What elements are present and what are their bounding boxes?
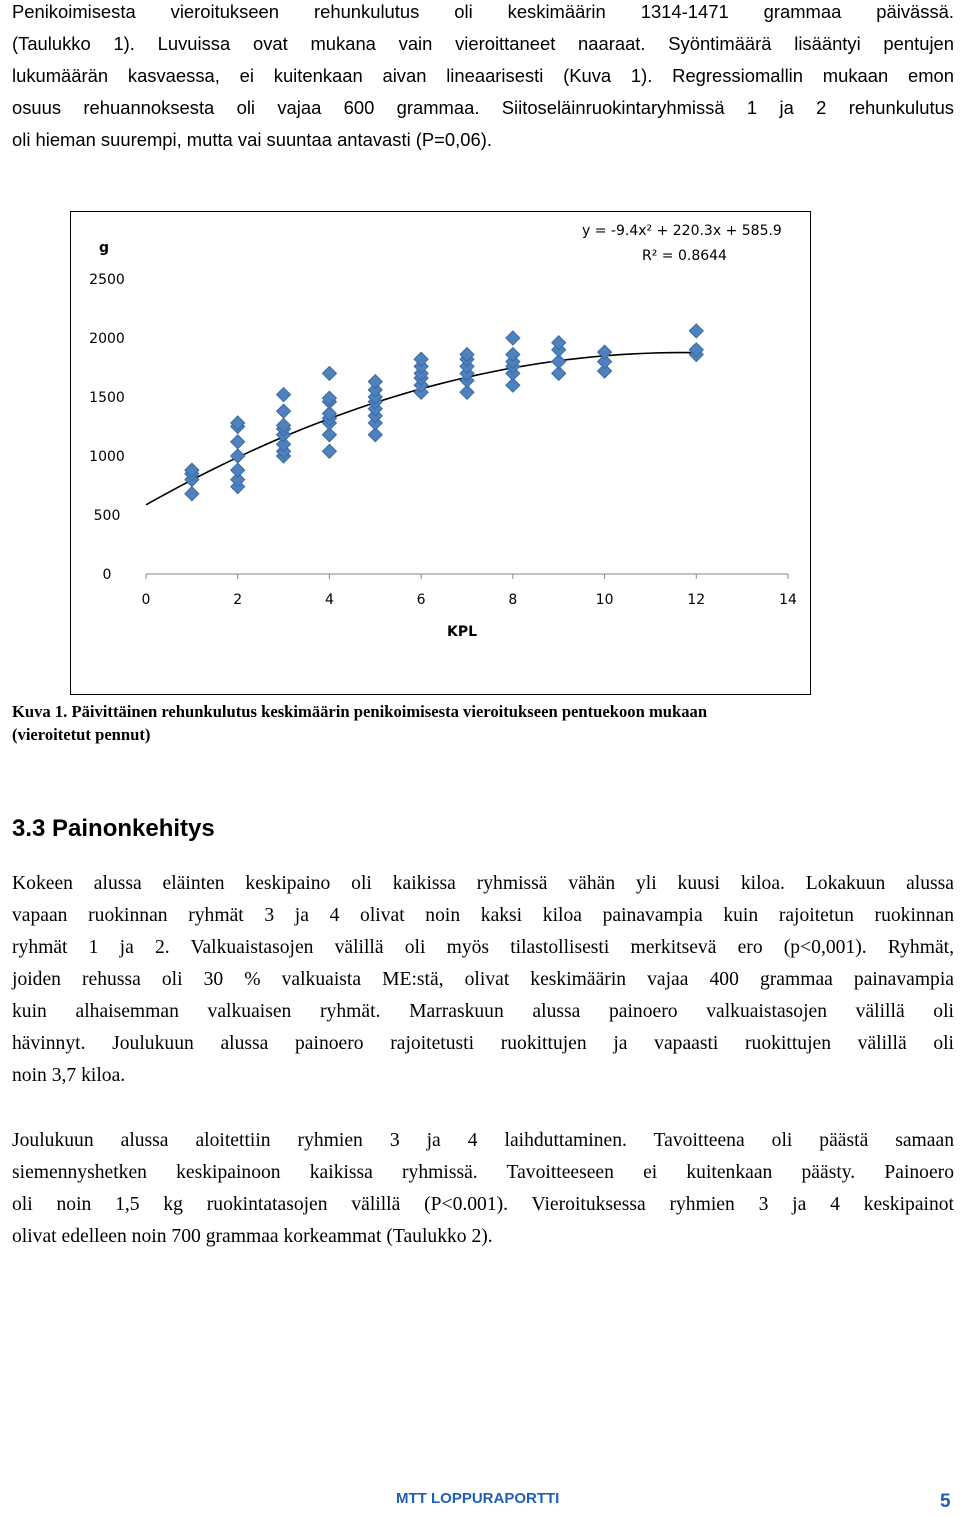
data-point [231,435,245,449]
figure-caption-line: Kuva 1. Päivittäinen rehunkulutus keskimäärin penikoimisesta vieroitukseen pentuekoon mukaan [12,702,708,721]
data-point [689,324,703,338]
data-point [185,487,199,501]
data-point [231,463,245,477]
x-tick-label: 12 [687,592,706,608]
x-tick-label: 6 [416,592,426,608]
intro-line: oli hieman suurempi, mutta vai suuntaa antavasti (P=0,06). [12,129,492,150]
intro-line: Penikoimisesta vieroitukseen rehunkulutus oli keskimäärin 1314-1471 grammaa päivässä. [12,1,954,22]
data-point [322,444,336,458]
weight-line: ryhmät 1 ja 2. Valkuaistasojen välillä oli myös tilastollisesti merkitsevä ero (p<0,001). Ryhmät, [12,937,954,958]
data-point [277,388,291,402]
data-point [277,404,291,418]
feed-consumption-chart [70,211,811,695]
y-tick-label: 1000 [89,449,125,465]
page-number: 5 [940,1491,951,1512]
x-tick-label: 4 [324,592,334,608]
weight-line: Kokeen alussa eläinten keskipaino oli kaikissa ryhmissä vähän yli kuusi kiloa. Lokakuun alussa [12,873,954,894]
section-heading: 3.3 Painonkehitys [12,815,215,842]
intro-paragraph [12,0,954,156]
y-tick-label: 1500 [89,390,125,406]
y-tick-label: 500 [93,508,121,524]
scatter-plot [71,212,812,696]
weight-line: noin 3,7 kiloa. [12,1065,126,1086]
figure-caption [12,700,932,746]
y-tick-label: 0 [102,567,112,583]
data-point [322,366,336,380]
x-tick-label: 10 [595,592,614,608]
data-point [368,375,382,389]
weight-line: hävinnyt. Joulukuun alussa painoero rajoitetusti ruokittujen ja vapaasti ruokittujen välillä oli [12,1033,954,1054]
weight-line: joiden rehussa oli 30 % valkuaista ME:stä, olivat keskimäärin vajaa 400 grammaa painavampia [12,969,954,990]
x-tick-label: 14 [779,592,797,608]
x-tick-label: 0 [141,592,151,608]
y-tick-label: 2000 [89,331,125,347]
intro-line: osuus rehuannoksesta oli vajaa 600 grammaa. Siitoseläinruokintaryhmissä 1 ja 2 rehunkulutus [12,97,954,118]
y-axis-title: g [98,240,110,256]
slimming-line: olivat edelleen noin 700 grammaa korkeammat (Taulukko 2). [12,1226,493,1247]
data-point [506,331,520,345]
slimming-line: siemennyshetken keskipainoon kaikissa ryhmissä. Tavoitteeseen ei kuitenkaan päästy. Painoero [12,1162,954,1183]
chart-labels [89,223,797,640]
x-tick-label: 2 [233,592,243,608]
slimming-paragraph [12,1125,954,1253]
weight-paragraph [12,868,954,1092]
r-squared-label: R² = 0.8644 [642,248,727,264]
trendline-equation: y = -9.4x² + 220.3x + 585.9 [582,223,782,239]
figure-caption-line: (vieroitetut pennut) [12,725,151,744]
chart-axes [146,574,788,579]
intro-line: (Taulukko 1). Luvuissa ovat mukana vain vieroittaneet naaraat. Syöntimäärä lisääntyi pentujen [12,33,954,54]
x-tick-label: 8 [508,592,518,608]
intro-line: lukumäärän kasvaessa, ei kuitenkaan aivan lineaarisesti (Kuva 1). Regressiomallin mukaan emon [12,65,954,86]
chart-points [185,324,703,501]
footer-report-name: MTT LOPPURAPORTTI [396,1490,560,1507]
slimming-line: Joulukuun alussa aloitettiin ryhmien 3 ja 4 laihduttaminen. Tavoitteena oli päästä samaan [12,1130,954,1151]
data-point [231,449,245,463]
weight-line: kuin alhaisemman valkuaisen ryhmät. Marraskuun alussa painoero valkuaistasojen välillä oli [12,1001,954,1022]
slimming-line: oli noin 1,5 kg ruokintatasojen välillä (P<0.001). Vieroituksessa ryhmien 3 ja 4 keskipainot [12,1194,954,1215]
x-axis-title: KPL [446,624,478,640]
y-tick-label: 2500 [89,272,125,288]
weight-line: vapaan ruokinnan ryhmät 3 ja 4 olivat noin kaksi kiloa painavampia kuin rajoitetun ruokinnan [12,905,954,926]
